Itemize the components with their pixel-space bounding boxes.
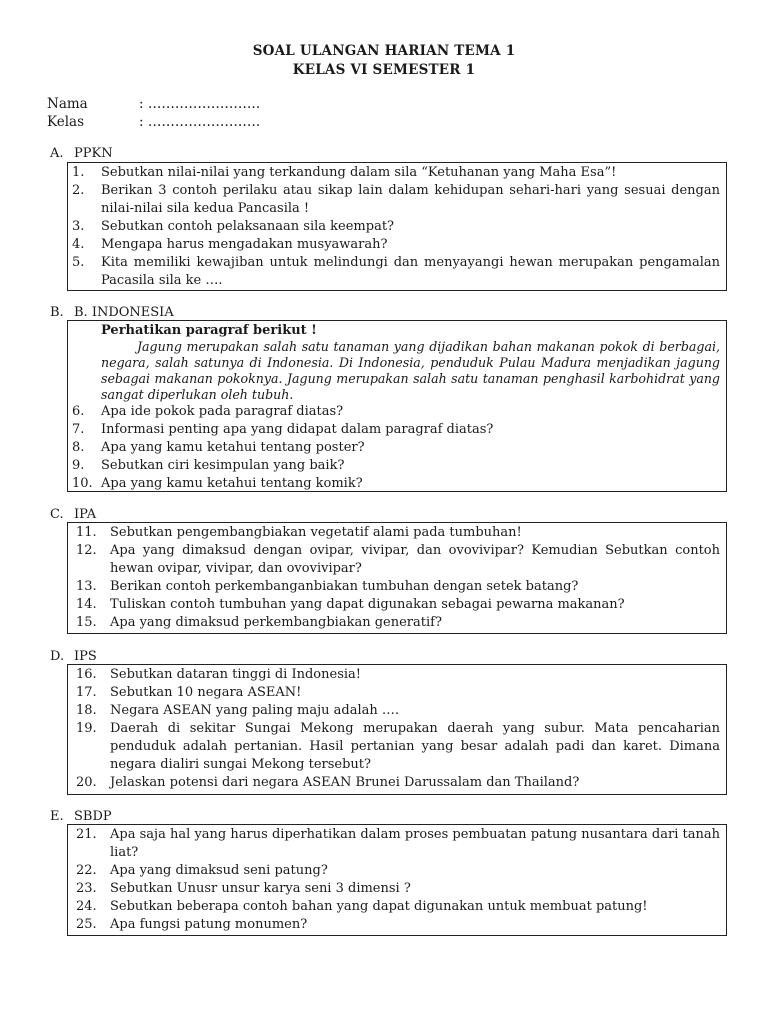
question-item (68, 254, 726, 290)
question-text: Sebutkan dataran tinggi di Indonesia! (110, 667, 361, 682)
question-item (68, 439, 726, 457)
question-text: Apa saja hal yang harus diperhatikan dalam proses pembuatan patung nusantara dari tanah liat? (110, 827, 720, 860)
question-item (68, 666, 726, 684)
section-heading-sbdp (50, 809, 112, 824)
question-item (68, 862, 726, 880)
question-text: Berikan 3 contoh perilaku atau sikap lain dalam kehidupan sehari-hari yang sesuai dengan nilai-nilai sila kedua Pancasila ! (101, 183, 720, 216)
section-letter: D. (50, 649, 65, 664)
question-text: Sebutkan Unusr unsur karya seni 3 dimensi ? (110, 881, 411, 896)
question-number: 16. (76, 667, 97, 682)
class-blank: : ……………………. (139, 114, 261, 130)
section-letter: C. (50, 507, 64, 522)
question-item (68, 457, 726, 475)
question-text: Sebutkan pengembangbiakan vegetatif alami pada tumbuhan! (110, 525, 522, 540)
question-item (68, 880, 726, 898)
question-item (68, 898, 726, 916)
question-item (68, 421, 726, 439)
question-item (68, 774, 726, 792)
question-number: 8. (72, 440, 85, 455)
section-heading-bindonesia (50, 305, 174, 320)
section-title: PPKN (74, 146, 113, 161)
question-number: 6. (72, 404, 85, 419)
question-text: Apa fungsi patung monumen? (110, 917, 308, 932)
question-number: 7. (72, 422, 85, 437)
question-number: 10. (72, 476, 93, 491)
section-title: IPA (74, 507, 97, 522)
question-item (68, 720, 726, 774)
section-box-ipa (67, 522, 727, 634)
question-item (68, 475, 726, 493)
question-text: Apa ide pokok pada paragraf diatas? (101, 404, 344, 419)
question-text: Sebutkan ciri kesimpulan yang baik? (101, 458, 345, 473)
question-text: Sebutkan beberapa contoh bahan yang dapat digunakan untuk membuat patung! (110, 899, 648, 914)
question-item (68, 596, 726, 614)
question-text: Sebutkan 10 negara ASEAN! (110, 685, 302, 700)
question-text: Apa yang dimaksud seni patung? (110, 863, 328, 878)
question-item (68, 524, 726, 542)
section-box-ppkn (67, 162, 727, 291)
question-number: 1. (72, 165, 85, 180)
question-item (68, 578, 726, 596)
class-field (47, 114, 260, 130)
section-title: IPS (74, 649, 97, 664)
question-item (68, 542, 726, 578)
question-text: Mengapa harus mengadakan musyawarah? (101, 237, 388, 252)
question-item (68, 164, 726, 182)
question-number: 4. (72, 237, 85, 252)
section-box-ips (67, 664, 727, 795)
question-text: Berikan contoh perkembanganbiakan tumbuhan dengan setek batang? (110, 579, 579, 594)
question-number: 9. (72, 458, 85, 473)
question-text: Sebutkan nilai-nilai yang terkandung dalam sila “Ketuhanan yang Maha Esa”! (101, 165, 617, 180)
exam-title: SOAL ULANGAN HARIAN TEMA 1 (252, 43, 516, 59)
question-number: 5. (72, 255, 85, 270)
question-text: Negara ASEAN yang paling maju adalah …. (110, 703, 400, 718)
paragraph-instruction: Perhatikan paragraf berikut ! (101, 323, 317, 338)
section-title: B. INDONESIA (74, 305, 174, 320)
name-label: Nama (47, 96, 88, 112)
section-heading-ppkn (50, 146, 113, 161)
question-item (68, 218, 726, 236)
exam-subtitle: KELAS VI SEMESTER 1 (292, 62, 476, 78)
question-number: 25. (76, 917, 97, 932)
question-item (68, 614, 726, 632)
question-text: Daerah di sekitar Sungai Mekong merupakan daerah yang subur. Mata pencaharian penduduk adalah pertanian. Hasil pertanian yang besar adalah padi dan karet. Dimana negara dialiri sungai Mekong tersebut? (110, 721, 720, 772)
question-number: 11. (76, 525, 97, 540)
question-number: 20. (76, 775, 97, 790)
question-number: 17. (76, 685, 97, 700)
question-text: Apa yang dimaksud dengan ovipar, vivipar, dan ovovivipar? Kemudian Sebutkan contoh hewan ovipar, vivipar, dan ovovivipar? (110, 543, 720, 576)
question-number: 3. (72, 219, 85, 234)
question-item (68, 684, 726, 702)
question-number: 19. (76, 721, 97, 736)
question-number: 15. (76, 615, 97, 630)
class-label: Kelas (47, 114, 85, 130)
question-item (68, 826, 726, 862)
name-blank: : ……………………. (139, 96, 261, 112)
question-text: Tuliskan contoh tumbuhan yang dapat digunakan sebagai pewarna makanan? (110, 597, 625, 612)
question-text: Informasi penting apa yang didapat dalam paragraf diatas? (101, 422, 494, 437)
section-letter: B. (50, 305, 64, 320)
section-title: SBDP (74, 809, 112, 824)
question-number: 2. (72, 183, 85, 198)
question-number: 24. (76, 899, 97, 914)
question-number: 14. (76, 597, 97, 612)
section-box-bindonesia (67, 320, 727, 492)
question-number: 21. (76, 827, 97, 842)
section-letter: A. (50, 146, 64, 161)
question-item (68, 916, 726, 934)
question-item (68, 236, 726, 254)
question-number: 22. (76, 863, 97, 878)
question-number: 13. (76, 579, 97, 594)
name-field (47, 96, 260, 112)
question-number: 23. (76, 881, 97, 896)
question-text: Apa yang dimaksud perkembangbiakan generatif? (110, 615, 442, 630)
question-text: Apa yang kamu ketahui tentang komik? (101, 476, 363, 491)
question-text: Apa yang kamu ketahui tentang poster? (101, 440, 365, 455)
section-box-sbdp (67, 824, 727, 936)
section-heading-ips (50, 649, 97, 664)
question-number: 18. (76, 703, 97, 718)
question-number: 12. (76, 543, 97, 558)
question-item (68, 182, 726, 218)
reading-paragraph: Jagung merupakan salah satu tanaman yang dijadikan bahan makanan pokok di berbagai, negara, salah satunya di Indonesia. Di Indonesia, penduduk Pulau Madura menjadikan jagung sebagai makanan pokoknya. Jagung merupakan salah satu tanaman penghasil karbohidrat yang sangat diperlukan oleh tubuh. (101, 339, 720, 402)
question-text: Jelaskan potensi dari negara ASEAN Brunei Darussalam dan Thailand? (110, 775, 580, 790)
section-heading-ipa (50, 507, 96, 522)
question-item (68, 403, 726, 421)
question-text: Sebutkan contoh pelaksanaan sila keempat? (101, 219, 395, 234)
section-letter: E. (50, 809, 64, 824)
question-item (68, 702, 726, 720)
question-text: Kita memiliki kewajiban untuk melindungi dan menyayangi hewan merupakan pengamalan Pacasila sila ke …. (101, 255, 720, 288)
